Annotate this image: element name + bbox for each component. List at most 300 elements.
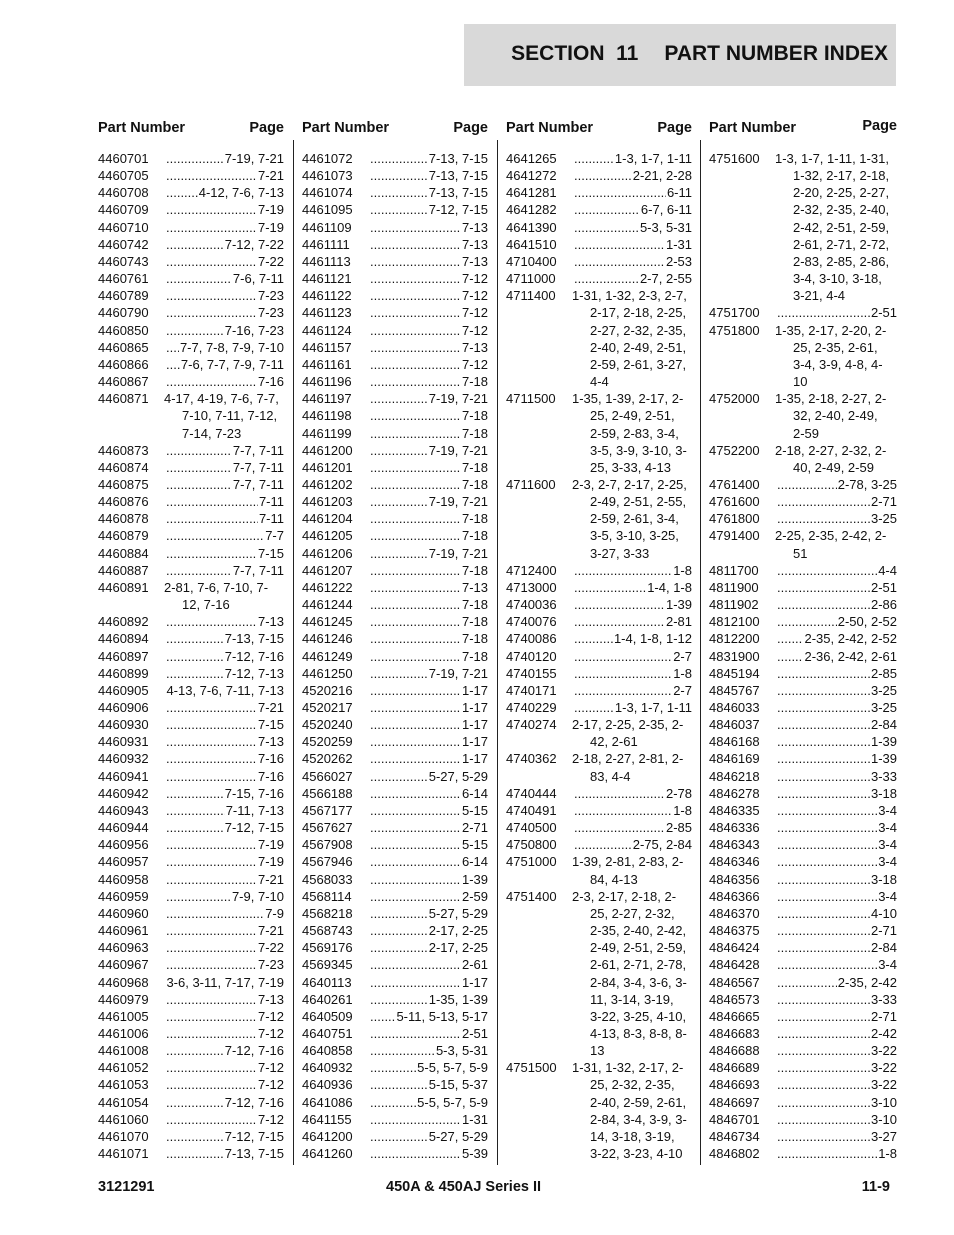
- page-references: [773, 304, 897, 321]
- index-entry: [302, 390, 488, 407]
- page-ref-text: 1-35, 2-18, 2-27, 2-: [775, 391, 887, 407]
- page-ref-text: 3-25: [870, 700, 897, 715]
- page-ref-line: [773, 270, 897, 287]
- page-ref-text: 7-15: [257, 717, 284, 733]
- page-ref-line: [773, 630, 897, 647]
- page-references: [366, 1042, 488, 1059]
- page-ref-text: 7-23: [257, 305, 284, 321]
- index-entry: [98, 356, 284, 373]
- page-ref-line: [366, 905, 488, 922]
- page-ref-line: [773, 407, 897, 424]
- page-ref-line: [773, 253, 897, 270]
- part-number-heading: Part Number: [302, 120, 390, 136]
- page-ref-line: [162, 922, 284, 939]
- footer-model: 450A & 450AJ Series II: [386, 1179, 542, 1195]
- page-ref-line: [570, 442, 692, 459]
- index-entry: [302, 562, 488, 579]
- page-ref-text: 7-6, 7-11: [232, 271, 284, 287]
- page-ref-text: 7-22: [257, 253, 284, 269]
- page-ref-line: [366, 545, 488, 562]
- page-references: [366, 322, 488, 339]
- index-entry: [709, 665, 897, 682]
- page-references: [773, 665, 897, 682]
- part-number: 4711400: [506, 288, 556, 304]
- page-ref-text: 2-49, 2-51, 2-55,: [590, 494, 687, 510]
- dot-leader: [574, 579, 646, 596]
- part-number: 4740171: [506, 682, 557, 698]
- dot-leader: [777, 922, 870, 939]
- part-number: 4640751: [302, 1025, 353, 1041]
- index-entry: [98, 768, 284, 785]
- page-references: [366, 785, 488, 802]
- page-ref-line: [570, 493, 692, 510]
- part-number: 4846665: [709, 1008, 760, 1024]
- page-ref-line: [162, 613, 284, 630]
- page-ref-text: 5-3, 5-31: [639, 219, 692, 235]
- page-references: [773, 390, 897, 441]
- page-ref-text: 7-16: [257, 374, 284, 390]
- index-entry: [98, 939, 284, 956]
- part-number: 4846683: [709, 1025, 760, 1041]
- page-ref-text: 3-18: [870, 871, 897, 887]
- index-entry: [506, 802, 692, 819]
- dot-leader: [370, 184, 428, 201]
- page-references: [366, 579, 488, 596]
- index-entry: [709, 1042, 897, 1059]
- index-entry: [506, 167, 692, 184]
- page-ref-line: [162, 527, 284, 544]
- dot-leader: [777, 750, 870, 767]
- section-label: SECTION 11: [511, 42, 639, 65]
- page-ref-line: [366, 219, 488, 236]
- page-ref-line: [570, 871, 692, 888]
- page-ref-line: [773, 733, 897, 750]
- page-ref-line: [366, 150, 488, 167]
- page-ref-line: [570, 545, 692, 562]
- page-references: [162, 682, 284, 699]
- page-references: [366, 1145, 488, 1162]
- page-ref-text: 6-11: [666, 185, 692, 201]
- page-references: [162, 733, 284, 750]
- page-references: [162, 974, 284, 991]
- dot-leader: [166, 167, 257, 184]
- page-ref-line: [773, 991, 897, 1008]
- page-ref-text: 2-27, 2-32, 2-35,: [590, 322, 687, 338]
- page-ref-text: 83, 4-4: [590, 768, 631, 784]
- part-number: 4713000: [506, 579, 557, 595]
- index-entry: [302, 1042, 488, 1059]
- page-ref-text: 3-4: [878, 957, 897, 973]
- page-ref-line: [366, 991, 488, 1008]
- page-ref-line: [366, 236, 488, 253]
- page-ref-text: 2-35, 2-40, 2-42,: [590, 923, 687, 939]
- page-references: [366, 442, 488, 459]
- page-references: [570, 699, 692, 716]
- page-ref-line: [773, 905, 897, 922]
- page-ref-line: [162, 390, 284, 407]
- page-ref-text: 2-3, 2-17, 2-18, 2-: [572, 888, 677, 904]
- page-references: [162, 871, 284, 888]
- part-number: 4460979: [98, 991, 149, 1007]
- dot-leader: [574, 150, 614, 167]
- index-entry: [302, 768, 488, 785]
- dot-leader: [370, 785, 461, 802]
- page-references: [366, 167, 488, 184]
- page-ref-line: [162, 648, 284, 665]
- part-number: 4740086: [506, 631, 557, 647]
- page-references: [773, 322, 897, 391]
- index-entry: [506, 699, 692, 716]
- page-ref-line: [162, 836, 284, 853]
- page-ref-line: [162, 373, 284, 390]
- page-ref-line: [773, 1076, 897, 1093]
- index-entry: [506, 836, 692, 853]
- dot-leader: [574, 596, 665, 613]
- index-entry: [709, 819, 897, 836]
- index-entry: [302, 287, 488, 304]
- page-ref-text: 2-81: [665, 614, 692, 630]
- dot-leader: [370, 1042, 435, 1059]
- section-title: [511, 42, 888, 66]
- page-ref-text: 4-13, 8-3, 8-8, 8-: [590, 1025, 687, 1041]
- page-ref-text: 2-3, 2-7, 2-17, 2-25,: [572, 476, 687, 492]
- part-number-heading: Part Number: [98, 120, 186, 136]
- part-number: 4751600: [709, 151, 760, 166]
- index-entry: [98, 1128, 284, 1145]
- index-entry: [98, 905, 284, 922]
- index-rows: [709, 150, 897, 1162]
- page-ref-line: [162, 236, 284, 253]
- page-ref-text: 7-11: [258, 494, 284, 510]
- part-number: 4460944: [98, 820, 149, 836]
- page-references: [773, 768, 897, 785]
- part-number: 4640858: [302, 1043, 353, 1059]
- index-entry: [709, 493, 897, 510]
- page-ref-line: [773, 459, 897, 476]
- page-ref-line: [366, 768, 488, 785]
- part-number: 4846573: [709, 991, 760, 1007]
- dot-leader: [370, 322, 461, 339]
- page-ref-line: [366, 1076, 488, 1093]
- part-number: 4751700: [709, 305, 760, 321]
- dot-leader: [574, 630, 613, 647]
- index-entry: [302, 819, 488, 836]
- dot-leader: [166, 768, 257, 785]
- part-number: 4640113: [302, 974, 352, 990]
- part-number: 4461246: [302, 631, 353, 647]
- page-ref-line: [366, 750, 488, 767]
- page-references: [773, 579, 897, 596]
- dot-leader: [370, 425, 461, 442]
- dot-leader: [370, 579, 461, 596]
- part-number: 4461203: [302, 494, 353, 510]
- dot-leader: [777, 510, 870, 527]
- part-number: 4831900: [709, 648, 760, 664]
- dot-leader: [166, 836, 257, 853]
- page-ref-text: 7-12: [461, 288, 488, 304]
- part-number: 4752000: [709, 391, 760, 407]
- page-ref-line: [570, 974, 692, 991]
- part-number: 4461054: [98, 1094, 149, 1110]
- page-references: [366, 1111, 488, 1128]
- page-ref-text: 2-78: [665, 785, 692, 801]
- page-ref-text: 2-18, 2-27, 2-81, 2-: [572, 751, 684, 767]
- part-number: 4568114: [302, 888, 352, 904]
- part-number: 4460789: [98, 288, 149, 304]
- page-references: [162, 356, 284, 373]
- index-entry: [98, 991, 284, 1008]
- dot-leader: [166, 750, 257, 767]
- page-ref-line: [366, 630, 488, 647]
- index-entry: [709, 768, 897, 785]
- index-entry: [302, 750, 488, 767]
- page-ref-line: [570, 150, 692, 167]
- page-ref-line: [162, 167, 284, 184]
- index-entry: [302, 1128, 488, 1145]
- dot-leader: [777, 853, 877, 870]
- index-entry: [302, 184, 488, 201]
- dot-leader: [370, 974, 461, 991]
- page-ref-line: [162, 1128, 284, 1145]
- page-ref-text: 3-33: [870, 768, 897, 784]
- page-ref-line: [366, 304, 488, 321]
- dot-leader: [370, 1059, 416, 1076]
- page-ref-line: [570, 1042, 692, 1059]
- page-references: [162, 819, 284, 836]
- part-number: 4568218: [302, 905, 353, 921]
- index-entry: [98, 322, 284, 339]
- page-ref-text: 7-23: [257, 957, 284, 973]
- page-references: [773, 1145, 897, 1162]
- dot-leader: [777, 648, 803, 665]
- page-ref-line: [773, 819, 897, 836]
- index-rows: [302, 150, 488, 1162]
- part-number: 4640261: [302, 991, 353, 1007]
- page-references: [570, 476, 692, 562]
- index-entry: [302, 716, 488, 733]
- page-ref-text: 2-71: [461, 820, 488, 836]
- part-number: 4461201: [302, 459, 353, 475]
- part-number: 4640509: [302, 1008, 353, 1024]
- part-number: 4568743: [302, 923, 353, 939]
- page-ref-text: 2-86: [870, 597, 897, 613]
- part-number: 4461072: [302, 151, 353, 166]
- page-ref-line: [570, 785, 692, 802]
- page-ref-text: 2-75, 2-84: [632, 837, 692, 853]
- page-ref-line: [162, 699, 284, 716]
- index-entry: [98, 888, 284, 905]
- index-entry: [709, 1008, 897, 1025]
- dot-leader: [166, 905, 264, 922]
- part-number: 4568033: [302, 871, 353, 887]
- page-ref-line: [773, 699, 897, 716]
- part-number: 4460701: [98, 151, 149, 166]
- page-ref-line: [570, 287, 692, 304]
- page-ref-text: 7-22: [257, 940, 284, 956]
- page-ref-text: 7-16, 7-23: [224, 322, 284, 338]
- page-ref-text: 32, 2-40, 2-49,: [793, 408, 878, 424]
- dot-leader: [370, 853, 461, 870]
- page-references: [162, 322, 284, 339]
- dot-leader: [166, 630, 224, 647]
- page-ref-text: 2-7: [673, 682, 692, 698]
- dot-leader: [166, 939, 257, 956]
- part-number: 4640936: [302, 1077, 353, 1093]
- page-ref-line: [773, 562, 897, 579]
- page-ref-text: 7-16: [257, 751, 284, 767]
- page-references: [570, 819, 692, 836]
- page-references: [162, 905, 284, 922]
- dot-leader: [166, 733, 257, 750]
- dot-leader: [370, 1111, 461, 1128]
- dot-leader: [166, 1076, 257, 1093]
- part-number: 4846033: [709, 700, 760, 715]
- index-entry: [302, 733, 488, 750]
- page-references: [773, 974, 897, 991]
- index-entry: [98, 579, 284, 613]
- dot-leader: [166, 545, 257, 562]
- part-number: 4460708: [98, 185, 149, 201]
- page-ref-line: [366, 459, 488, 476]
- page-ref-text: 2-83, 2-85, 2-86,: [793, 253, 890, 269]
- page-ref-line: [773, 1059, 897, 1076]
- dot-leader: [574, 184, 666, 201]
- page-ref-line: [773, 1008, 897, 1025]
- page-references: [773, 819, 897, 836]
- section-header: [464, 24, 896, 86]
- page-references: [366, 922, 488, 939]
- part-number: 4740362: [506, 751, 557, 767]
- index-entry: [302, 356, 488, 373]
- page-references: [162, 1128, 284, 1145]
- index-entry: [302, 236, 488, 253]
- index-entry: [302, 974, 488, 991]
- page-heading: Page: [862, 118, 897, 134]
- index-entry: [506, 219, 692, 236]
- page-references: [162, 888, 284, 905]
- dot-leader: [370, 819, 461, 836]
- page-references: [366, 339, 488, 356]
- dot-leader: [166, 716, 257, 733]
- index-entry: [506, 390, 692, 476]
- part-number: 4460932: [98, 751, 149, 767]
- page-ref-text: 3-22, 3-23, 4-10: [590, 1146, 683, 1162]
- page-ref-line: [570, 1128, 692, 1145]
- dot-leader: [166, 493, 258, 510]
- footer-page-number: 11-9: [861, 1179, 890, 1195]
- page-ref-line: [773, 1094, 897, 1111]
- page-ref-text: 40, 2-49, 2-59: [793, 459, 874, 475]
- part-number: 4461207: [302, 562, 353, 578]
- page-ref-text: 7-18: [461, 511, 488, 527]
- index-entry: [302, 304, 488, 321]
- dot-leader: [370, 991, 428, 1008]
- page-ref-line: [570, 905, 692, 922]
- page-ref-text: 2-85: [665, 820, 692, 836]
- page-ref-text: 7-11, 7-13: [225, 802, 284, 818]
- part-number: 4740155: [506, 665, 557, 681]
- page-ref-line: [366, 939, 488, 956]
- page-ref-text: 2-61, 2-71, 2-78,: [590, 957, 687, 973]
- index-entry: [98, 682, 284, 699]
- page-references: [366, 1094, 488, 1111]
- index-entry: [709, 750, 897, 767]
- page-ref-line: [162, 407, 284, 424]
- page-ref-text: 2-85: [870, 665, 897, 681]
- part-number: 4846335: [709, 802, 760, 818]
- part-number: 4461111: [302, 236, 350, 252]
- index-entry: [506, 201, 692, 218]
- page-ref-text: 5-15: [461, 837, 488, 853]
- page-ref-line: [162, 150, 284, 167]
- index-entry: [98, 236, 284, 253]
- page-references: [773, 510, 897, 527]
- index-entry: [302, 150, 488, 167]
- page-ref-text: 7-15, 7-16: [224, 785, 284, 801]
- index-entry: [506, 613, 692, 630]
- part-number: 4711000: [506, 271, 556, 287]
- dot-leader: [777, 1008, 870, 1025]
- page-ref-line: [366, 974, 488, 991]
- page-ref-line: [570, 956, 692, 973]
- page-ref-line: [366, 201, 488, 218]
- page-references: [773, 956, 897, 973]
- page-ref-text: 1-8: [673, 562, 692, 578]
- part-number: 4846693: [709, 1077, 760, 1093]
- page-ref-line: [773, 871, 897, 888]
- dot-leader: [574, 167, 632, 184]
- page-ref-text: 2-59: [793, 425, 820, 441]
- part-number: 4641086: [302, 1094, 353, 1110]
- page-ref-text: 2-84: [870, 717, 897, 733]
- index-entry: [709, 322, 897, 391]
- part-number: 4460705: [98, 168, 149, 184]
- part-number: 4846346: [709, 854, 760, 870]
- index-entry: [506, 184, 692, 201]
- index-entry: [98, 836, 284, 853]
- part-number: 4641282: [506, 202, 557, 218]
- part-number: 4460961: [98, 923, 149, 939]
- page-ref-text: 2-32, 2-35, 2-40,: [793, 202, 890, 218]
- page-ref-text: 25, 2-49, 2-51,: [590, 408, 675, 424]
- part-number: 4460871: [98, 391, 149, 407]
- index-entry: [709, 871, 897, 888]
- dot-leader: [370, 613, 461, 630]
- part-number: 4460709: [98, 202, 149, 218]
- dot-leader: [574, 270, 639, 287]
- page-references: [162, 459, 284, 476]
- page-ref-text: 7-12, 7-15: [224, 820, 284, 836]
- dot-leader: [370, 356, 461, 373]
- page-ref-text: 1-31: [461, 1111, 488, 1127]
- page-references: [773, 562, 897, 579]
- part-number: 4460960: [98, 905, 149, 921]
- index-column-2: [302, 118, 488, 1162]
- page-ref-text: 4-4: [878, 562, 897, 578]
- page-ref-text: 3-25: [870, 682, 897, 698]
- page-ref-text: 7-18: [461, 459, 488, 475]
- page-ref-line: [366, 527, 488, 544]
- page-ref-text: 3-5, 3-9, 3-10, 3-: [590, 442, 687, 458]
- index-entry: [98, 750, 284, 767]
- page-references: [162, 1025, 284, 1042]
- dot-leader: [166, 1111, 257, 1128]
- part-number: 4461206: [302, 545, 353, 561]
- page-ref-text: 7-19: [257, 219, 284, 235]
- page-ref-line: [773, 476, 897, 493]
- page-references: [773, 527, 897, 561]
- page-references: [570, 836, 692, 853]
